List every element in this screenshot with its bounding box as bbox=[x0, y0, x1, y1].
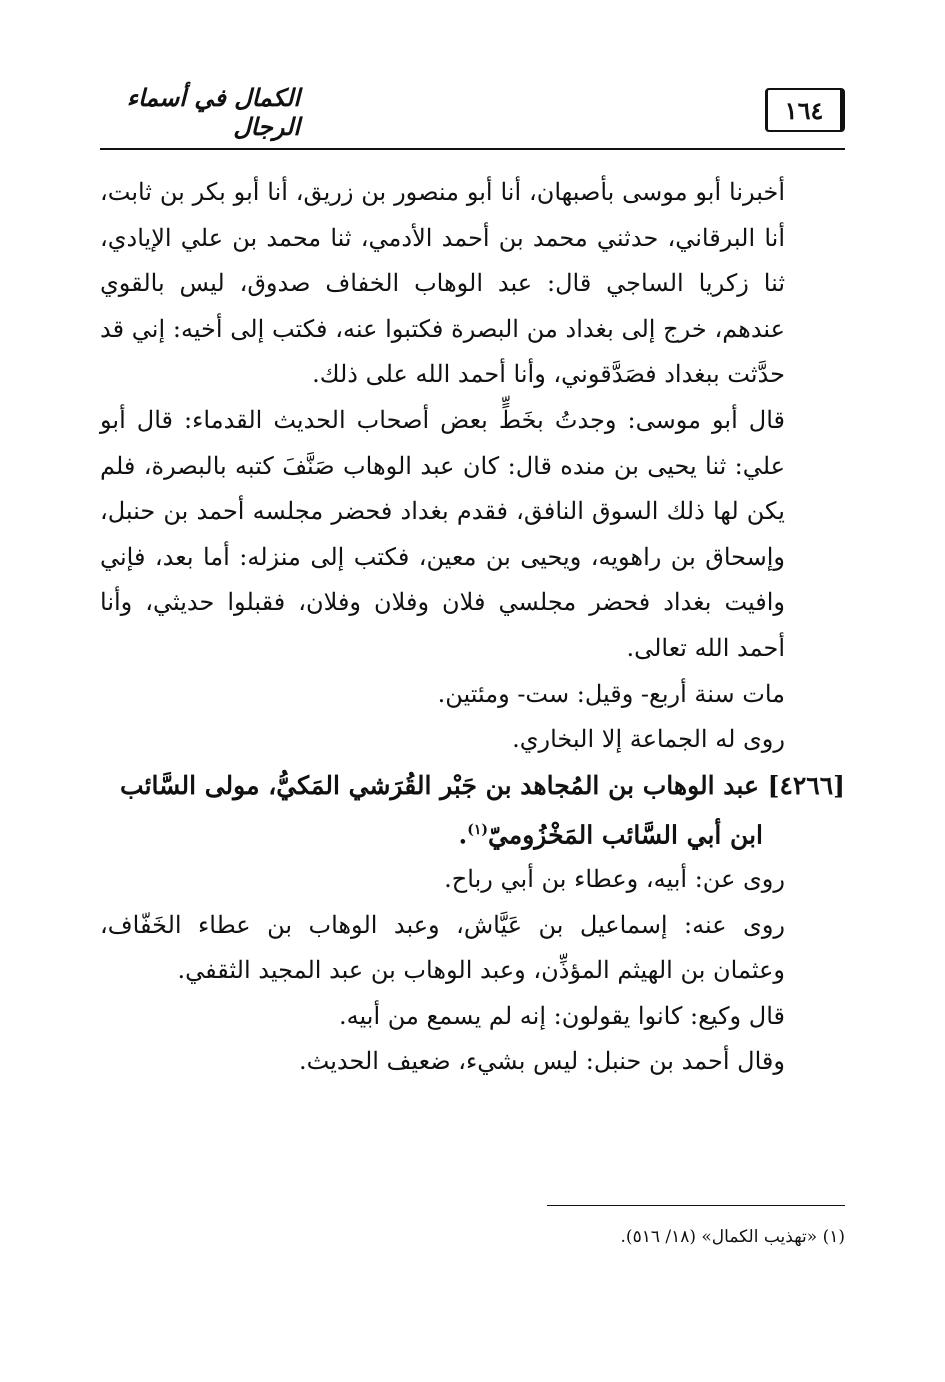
entry-heading bbox=[100, 763, 845, 857]
footnote-rule bbox=[547, 1205, 845, 1206]
entry-number: [٤٢٦٦] bbox=[767, 770, 845, 800]
page-number: ١٦٤ bbox=[765, 88, 845, 132]
paragraph-4: روى له الجماعة إلا البخاري. bbox=[512, 725, 785, 754]
paragraph-6: روى عنه: إسماعيل بن عَيَّاش، وعبد الوهاب بن عطاء الخَفّاف، وعثمان بن الهيثم المؤذِّن، وعبد الوهاب بن عبد المجيد الثقفي. bbox=[100, 910, 785, 985]
entry-title-end: . bbox=[458, 820, 468, 850]
paragraph-1: أخبرنا أبو موسى بأصبهان، أنا أبو منصور بن زريق، أنا أبو بكر بن ثابت، أنا البرقاني، حدثني محمد بن أحمد الأدمي، ثنا محمد بن علي الإيادي، ثنا زكريا الساجي قال: عبد الوهاب الخفاف صدوق، ليس بالقوي عندهم، خرج إلى بغداد من البصرة فكتبوا عنه، فكتب إلى أخيه: إني قد حدَّثت ببغداد فصَدَّقوني، وأنا أحمد الله على ذلك. bbox=[100, 178, 785, 389]
paragraph-3: مات سنة أربع- وقيل: ست- ومئتين. bbox=[437, 679, 785, 708]
entry-title-line-2: ابن أبي السَّائب المَخْزُوميّ bbox=[487, 820, 763, 850]
footnote-marker: (١) bbox=[467, 821, 488, 838]
footnote-1: (١) «تهذيب الكمال» (١٨/ ٥١٦). bbox=[620, 1227, 845, 1247]
header-rule bbox=[100, 148, 845, 150]
running-title: الكمال في أسماء الرجال bbox=[126, 83, 300, 141]
paragraph-8: وقال أحمد بن حنبل: ليس بشيء، ضعيف الحديث. bbox=[299, 1047, 785, 1076]
paragraph-7: قال وكيع: كانوا يقولون: إنه لم يسمع من أبيه. bbox=[339, 1001, 785, 1030]
body-text bbox=[100, 170, 845, 1085]
page-header bbox=[100, 84, 845, 144]
entry-title-line-1: عبد الوهاب بن المُجاهد بن جَبْر القُرَشي المَكيُّ، مولى السَّائب bbox=[120, 770, 759, 800]
paragraph-2: قال أبو موسى: وجدتُ بخَطٍّ بعض أصحاب الحديث القدماء: قال أبو علي: ثنا يحيى بن منده قال: كان عبد الوهاب صَنَّفَ كتبه بالبصرة، فلم يكن لها ذلك السوق النافق، فقدم بغداد فحضر مجلسه أحمد بن حنبل، وإسحاق بن راهويه، ويحيى بن معين، فكتب إلى منزله: أما بعد، فإني وافيت بغداد فحضر مجلسي فلان وفلان وفلان، فقبلوا حديثي، وأنا أحمد الله تعالى. bbox=[100, 405, 785, 662]
paragraph-5: روى عن: أبيه، وعطاء بن أبي رباح. bbox=[444, 865, 785, 894]
